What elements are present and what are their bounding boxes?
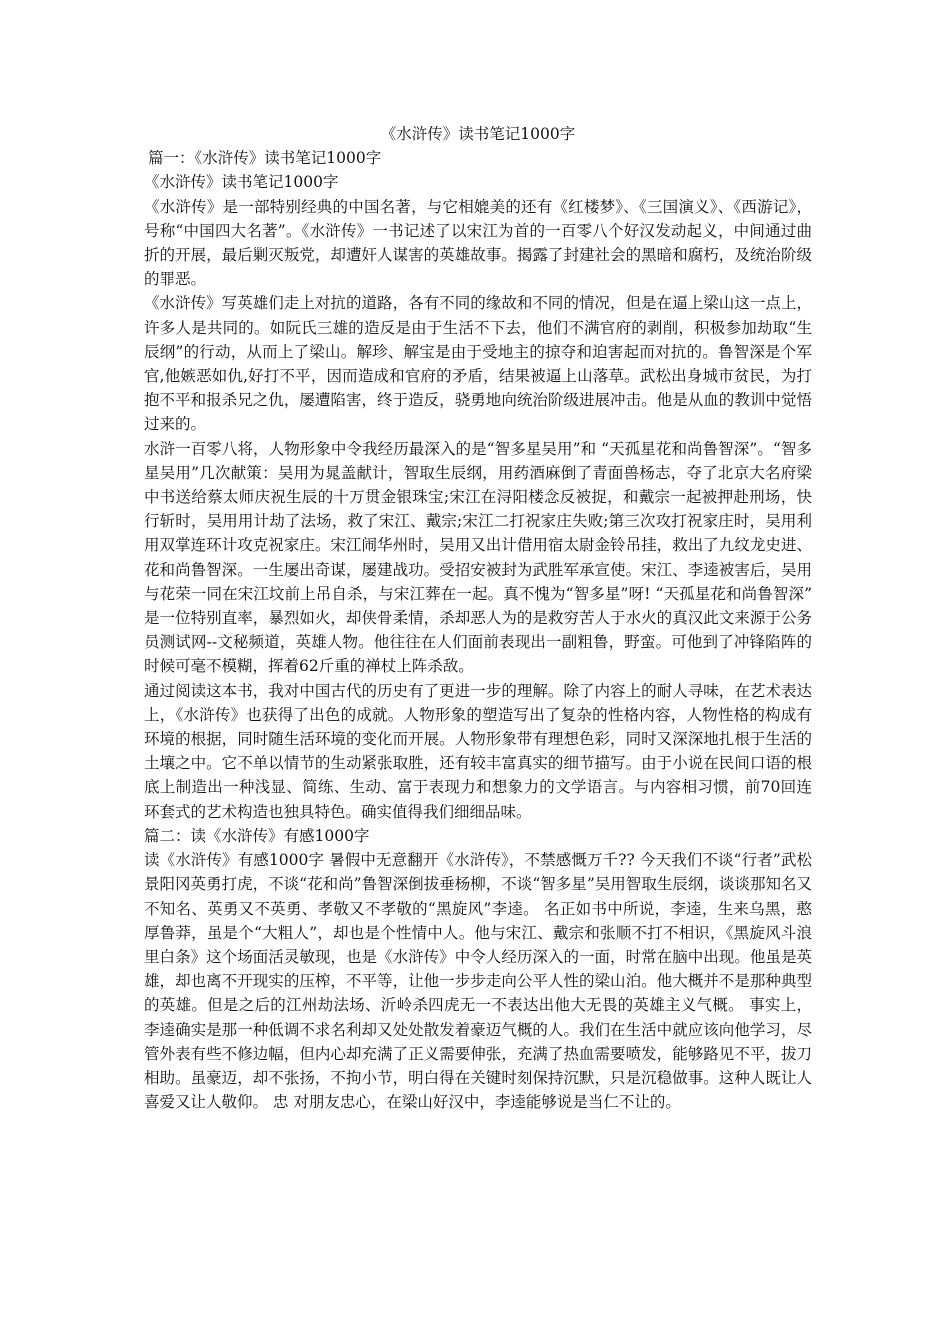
- section1-paragraph-4: 通过阅读这本书，我对中国古代的历史有了更进一步的理解。除了内容上的耐人寻味，在艺术表达上，《水浒传》也获得了出色的成就。人物形象的塑造写出了复杂的性格内容，人物性格的构成有环境的根据，同时随生活环境的变化而开展。人物形象带有理想色彩，同时又深深地扎根于生活的土壤之中。它不单以情节的生动紧张取胜，还有较丰富真实的细节描写。由于小说在民间口语的根底上制造出一种浅显、简练、生动、富于表现力和想象力的文学语言。与内容相习惯，前70回连环套式的艺术构造也独具特色。确实值得我们细细品味。: [144, 681, 812, 821]
- section1-heading: 篇一：《水浒传》读书笔记1000字: [148, 149, 382, 168]
- section1-paragraph-3: 水浒一百零八将，人物形象中令我经历最深入的是“智多星吴用”和 “天孤星花和尚鲁智深”。“智多星吴用”几次献策：吴用为晁盖献计，智取生辰纲，用药酒麻倒了青面兽杨志，夺了北京大名府梁中书送给蔡太师庆祝生辰的十万贯金银珠宝;宋江在浔阳楼念反被捉，和戴宗一起被押赴刑场，快行斩时，吴用用计劫了法场，救了宋江、戴宗;宋江二打祝家庄失败;第三次攻打祝家庄时，吴用利用双掌连环计攻克祝家庄。宋江闹华州时，吴用又出计借用宿太尉金铃吊挂，救出了九纹龙史进、花和尚鲁智深。一生屡出奇谋，屡建战功。受招安被封为武胜军承宣使。宋江、李逵被害后，吴用与花荣一同在宋江坟前上吊自杀，与宋江葬在一起。真不愧为“智多星”呀! “天孤星花和尚鲁智深” 是一位特别直率，暴烈如火，却侠骨柔情，杀却恶人为的是救穷苦人于水火的真汉此文来源于公务员测试网--文秘频道，英雄人物。他往往在人们面前表现出一副粗鲁，野蛮。可他到了冲锋陷阵的时候可毫不模糊，挥着62斤重的禅杖上阵杀敌。: [144, 439, 812, 676]
- section2-heading: 篇二：读《水浒传》有感1000字: [144, 826, 370, 845]
- section2-paragraph-1: 读《水浒传》有感1000字 暑假中无意翻开《水浒传》，不禁感慨万千?? 今天我们不谈“行者”武松景阳冈英勇打虎，不谈“花和尚”鲁智深倒拔垂杨柳，不谈“智多星”吴用智取生辰纲，谈谈那知名又不知名、英勇又不英勇、孝敬又不孝敬的“黑旋风”李逵。 名正如书中所说，李逵，生来乌黑，憨厚鲁莽，虽是个“大粗人”，却也是个性情中人。他与宋江、戴宗和张顺不打不相识，《黑旋风斗浪里白条》这个场面活灵敏现，也是《水浒传》中令人经历深入的一面，时常在脑中出现。他虽是英雄，却也离不开现实的压榨，不平等，让他一步步走向公平人性的梁山泊。他大概并不是那种典型的英雄。但是之后的江州劫法场、沂岭杀四虎无一不表达出他大无畏的英雄主义气概。 事实上，李逵确实是那一种低调不求名利却又处处散发着豪迈气概的人。我们在生活中就应该向他学习，尽管外表有些不修边幅，但内心却充满了正义需要伸张，充满了热血需要喷发，能够路见不平，拔刀相助。虽豪迈，却不张扬，不拘小节，明白得在关键时刻保持沉默，只是沉稳做事。这种人既让人喜爱又让人敬仰。 忠 对朋友忠心，在梁山好汉中，李逵能够说是当仁不让的。: [144, 851, 812, 1112]
- section1-paragraph-1: 《水浒传》是一部特别经典的中国名著，与它相媲美的还有《红楼梦》、《三国演义》、《西游记》，号称“中国四大名著”。《水浒传》一书记述了以宋江为首的一百零八个好汉发动起义，中间通过曲折的开展，最后剿灭叛党，却遭奸人谋害的英雄故事。揭露了封建社会的黑暗和腐朽，及统治阶级的罪恶。: [144, 197, 812, 289]
- section1-paragraph-2: 《水浒传》写英雄们走上对抗的道路，各有不同的缘故和不同的情况，但是在逼上梁山这一点上，许多人是共同的。如阮氏三雄的造反是由于生活不下去，他们不满官府的剥削，积极参加劫取“生辰纲”的行动，从而上了梁山。解珍、解宝是由于受地主的掠夺和迫害起而对抗的。鲁智深是个军官,他嫉恶如仇,好打不平，因而造成和官府的矛盾，结果被逼上山落草。武松出身城市贫民，为打抱不平和报杀兄之仇，屡遭陷害，终于造反，骁勇地向统治阶级进展冲击。他是从血的教训中觉悟过来的。: [144, 294, 812, 434]
- document-title: 《水浒传》读书笔记1000字: [380, 125, 576, 143]
- document-body: [144, 122, 812, 1114]
- section1-subheading: 《水浒传》读书笔记1000字: [144, 173, 339, 192]
